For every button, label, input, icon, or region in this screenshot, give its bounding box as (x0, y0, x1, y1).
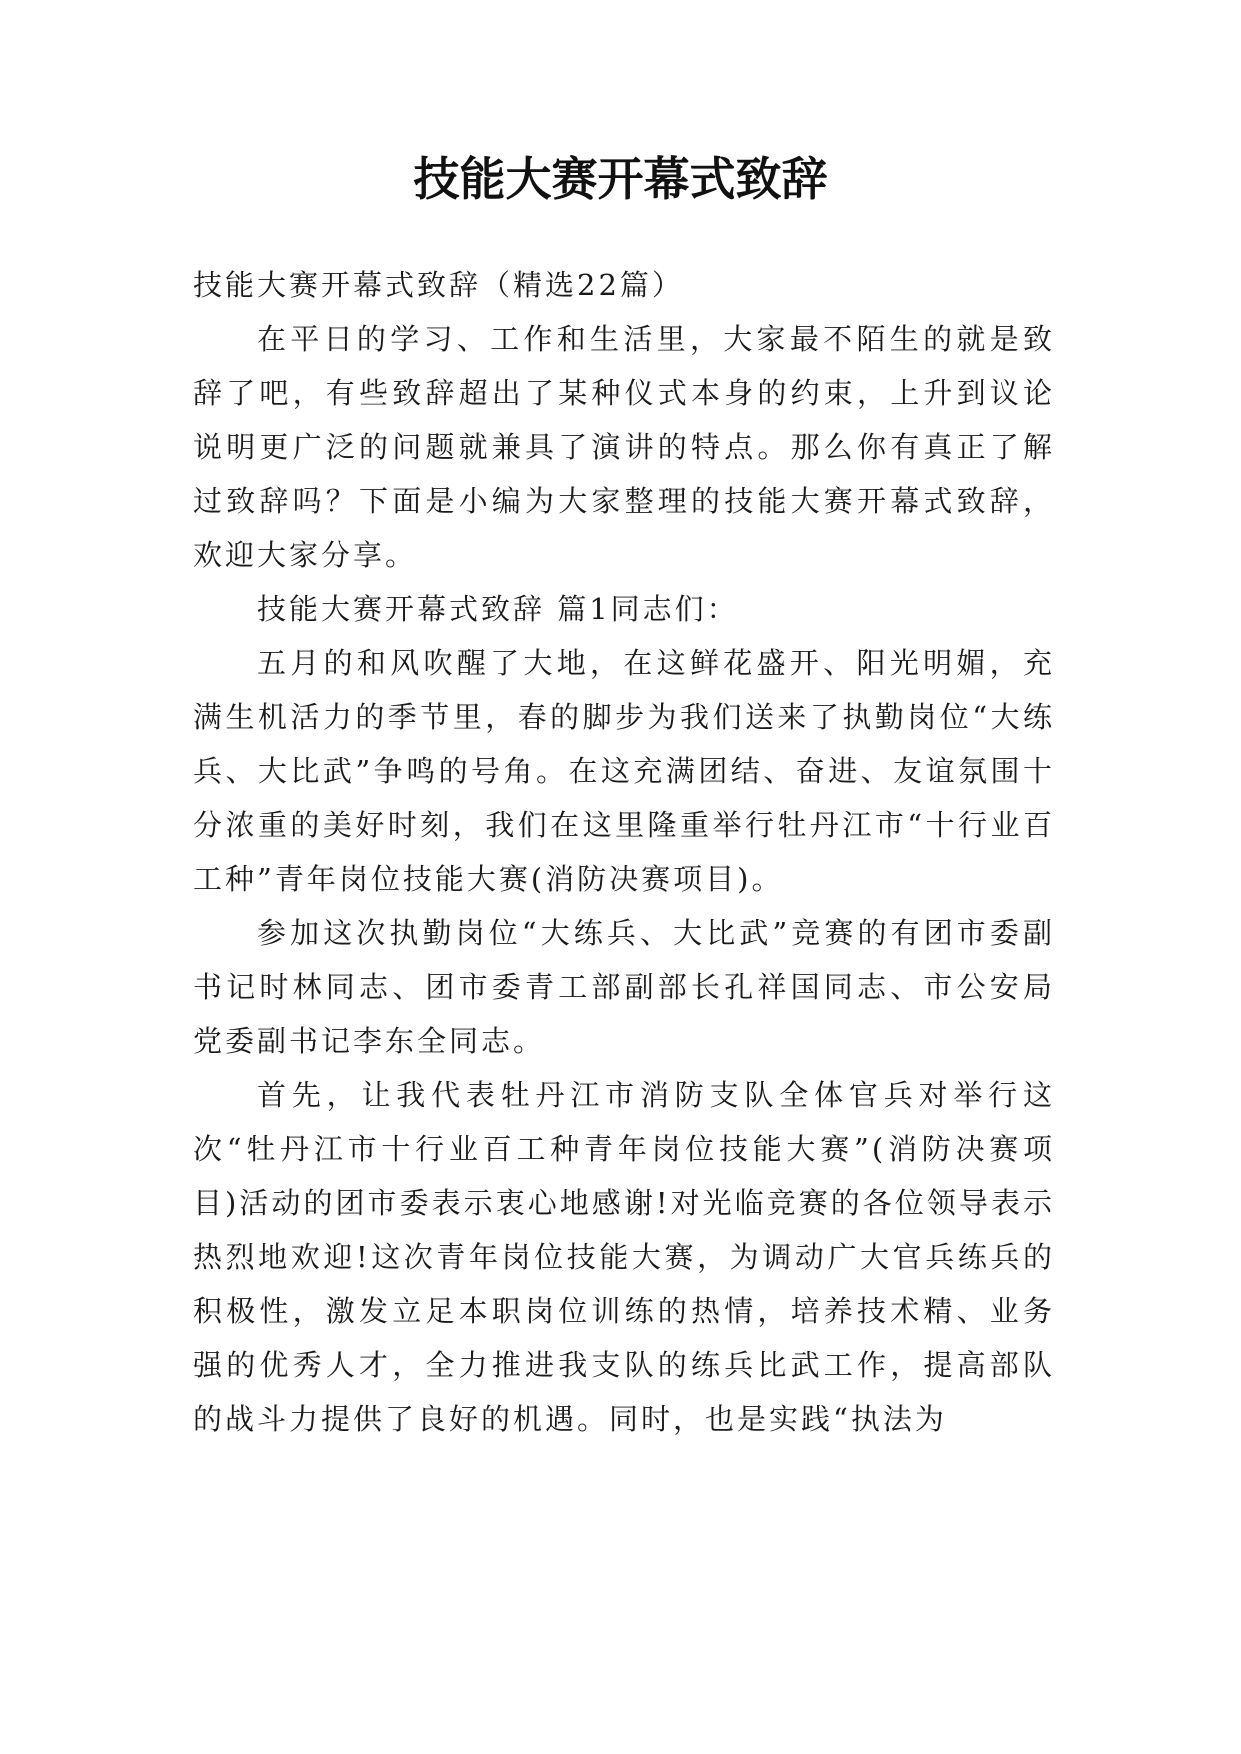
document-subtitle-paragraph: 技能大赛开幕式致辞（精选22篇） (193, 268, 684, 302)
body-paragraph: 首先，让我代表牡丹江市消防支队全体官兵对举行这次“牡丹江市十行业百工种青年岗位技能大赛”(消防决赛项目)活动的团市委表示衷心地感谢!对光临竞赛的各位领导表示热烈地欢迎!这次青年岗位技能大赛，为调动广大官兵练兵的积极性，激发立足本职岗位训练的热情，培养技术精、业务强的优秀人才，全力推进我支队的练兵比武工作，提高部队的战斗力提供了良好的机遇。同时，也是实践“执法为 (193, 1078, 1055, 1436)
document-title: 技能大赛开幕式致辞 (413, 152, 828, 206)
document-body (193, 258, 1055, 1446)
intro-paragraph: 在平日的学习、工作和生活里，大家最不陌生的就是致辞了吧，有些致辞超出了某种仪式本身的约束，上升到议论说明更广泛的问题就兼具了演讲的特点。那么你有真正了解过致辞吗？下面是小编为大家整理的技能大赛开幕式致辞，欢迎大家分享。 (193, 322, 1055, 572)
body-paragraph: 参加这次执勤岗位“大练兵、大比武”竞赛的有团市委副书记时林同志、团市委青工部副部长孔祥国同志、市公安局党委副书记李东全同志。 (193, 916, 1055, 1058)
section-heading-paragraph: 技能大赛开幕式致辞 篇1同志们： (257, 592, 739, 626)
body-paragraph: 五月的和风吹醒了大地，在这鲜花盛开、阳光明媚，充满生机活力的季节里，春的脚步为我们送来了执勤岗位“大练兵、大比武”争鸣的号角。在这充满团结、奋进、友谊氛围十分浓重的美好时刻，我们在这里隆重举行牡丹江市“十行业百工种”青年岗位技能大赛(消防决赛项目)。 (193, 646, 1055, 896)
